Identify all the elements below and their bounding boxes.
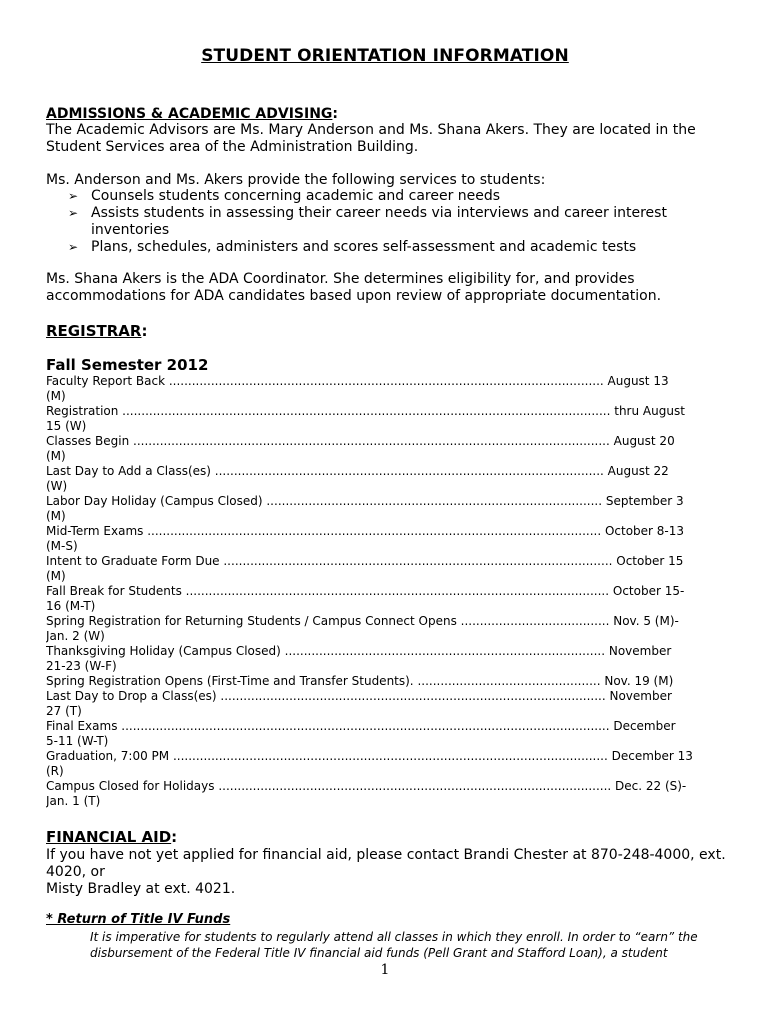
academic-calendar	[46, 374, 726, 809]
financial-aid-heading-text: FINANCIAL AID	[46, 828, 172, 846]
admissions-heading-colon: :	[332, 106, 339, 122]
service-text: Assists students in assessing their career needs via interviews and career interest inventories	[91, 205, 667, 238]
calendar-line: Fall Break for Students ............................................................................................................... October 15-	[46, 584, 685, 598]
financial-aid-heading-colon: :	[171, 828, 178, 846]
calendar-row	[46, 374, 726, 404]
financial-aid-text	[46, 847, 736, 898]
calendar-line: Last Day to Drop a Class(es) ..................................................................................................... November	[46, 689, 672, 703]
calendar-row	[46, 524, 726, 554]
calendar-line-cont: 5-11 (W-T)	[46, 734, 109, 748]
calendar-row	[46, 494, 726, 524]
registrar-heading-text: REGISTRAR	[46, 322, 142, 340]
calendar-line-cont: 16 (M-T)	[46, 599, 96, 613]
calendar-line-cont: (R)	[46, 764, 64, 778]
calendar-row	[46, 434, 726, 464]
financial-aid-contact-alt: Misty Bradley at ext. 4021.	[46, 881, 236, 897]
registrar-heading-colon: :	[141, 322, 148, 340]
calendar-line: Classes Begin ............................................................................................................................. August 20	[46, 434, 675, 448]
calendar-line-cont: (W)	[46, 479, 68, 493]
calendar-line-cont: Jan. 2 (W)	[46, 629, 105, 643]
calendar-line: Last Day to Add a Class(es) ...................................................................................................... August 22	[46, 464, 669, 478]
calendar-row	[46, 404, 726, 434]
calendar-row	[46, 614, 726, 644]
calendar-row	[46, 749, 726, 779]
list-item	[66, 188, 726, 205]
calendar-line: Registration ................................................................................................................................ thru August	[46, 404, 685, 418]
arrow-bullet-icon: ➢	[68, 189, 79, 203]
calendar-row	[46, 689, 726, 719]
calendar-line-cont: Jan. 1 (T)	[46, 794, 101, 808]
calendar-row	[46, 584, 726, 614]
calendar-row	[46, 644, 726, 674]
calendar-line-cont: (M)	[46, 389, 66, 403]
calendar-line: Mid-Term Exams ....................................................................................................................... October 8-13	[46, 524, 685, 538]
calendar-row	[46, 674, 726, 689]
ada-coordinator-text: Ms. Shana Akers is the ADA Coordinator. She determines eligibility for, and provides accommodations for ADA candidates based upon review of appropriate documentation.	[46, 271, 662, 304]
admissions-heading	[46, 106, 338, 122]
calendar-row	[46, 464, 726, 494]
services-list	[66, 188, 726, 256]
calendar-line-cont: (M-S)	[46, 539, 78, 553]
registrar-heading	[46, 322, 147, 340]
calendar-line: Spring Registration for Returning Students / Campus Connect Opens ....................................... Nov. 5 (M)-	[46, 614, 679, 628]
financial-aid-heading	[46, 828, 177, 846]
page-title: STUDENT ORIENTATION INFORMATION	[201, 46, 569, 66]
semester-title: Fall Semester 2012	[46, 356, 209, 374]
calendar-line-cont: (M)	[46, 509, 66, 523]
admissions-heading-text: ADMISSIONS & ACADEMIC ADVISING	[46, 106, 333, 122]
financial-aid-contact: If you have not yet applied for financial aid, please contact Brandi Chester at 870-248-4000, ext. 4020, or	[46, 847, 726, 880]
calendar-line-cont: 21-23 (W-F)	[46, 659, 117, 673]
calendar-line: Thanksgiving Holiday (Campus Closed) .................................................................................... November	[46, 644, 672, 658]
title-iv-heading: * Return of Title IV Funds	[46, 912, 231, 927]
calendar-line: Intent to Graduate Form Due ...................................................................................................... October 15	[46, 554, 684, 568]
calendar-row	[46, 554, 726, 584]
title-iv-text: It is imperative for students to regularly attend all classes in which they enroll. In order to “earn” the disbursement of the Federal Title IV financial aid funds (Pell Grant and Stafford Loan), a student	[90, 930, 698, 960]
service-text: Counsels students concerning academic and career needs	[91, 188, 501, 204]
service-text: Plans, schedules, administers and scores self-assessment and academic tests	[91, 239, 637, 255]
page-number: 1	[380, 962, 390, 978]
calendar-line-cont: (M)	[46, 449, 66, 463]
calendar-line: Spring Registration Opens (First-Time and Transfer Students). ................................................ Nov. 19 (M)	[46, 674, 674, 688]
calendar-row	[46, 779, 726, 809]
calendar-line: Campus Closed for Holidays ....................................................................................................... Dec. 22 (S)-	[46, 779, 687, 793]
list-item	[66, 205, 726, 239]
calendar-line-cont: 27 (T)	[46, 704, 82, 718]
admissions-intro: The Academic Advisors are Ms. Mary Anderson and Ms. Shana Akers. They are located in the Student Services area of the Administration Building.	[46, 122, 696, 155]
calendar-line: Faculty Report Back .................................................................................................................. August 13	[46, 374, 669, 388]
list-item	[66, 239, 726, 256]
calendar-row	[46, 719, 726, 749]
calendar-line: Labor Day Holiday (Campus Closed) ........................................................................................ September 3	[46, 494, 684, 508]
arrow-bullet-icon: ➢	[68, 240, 79, 254]
calendar-line: Graduation, 7:00 PM .................................................................................................................. December 13	[46, 749, 693, 763]
calendar-line: Final Exams ................................................................................................................................ December	[46, 719, 676, 733]
calendar-line-cont: 15 (W)	[46, 419, 87, 433]
arrow-bullet-icon: ➢	[68, 206, 79, 220]
services-intro: Ms. Anderson and Ms. Akers provide the following services to students:	[46, 172, 546, 188]
calendar-line-cont: (M)	[46, 569, 66, 583]
